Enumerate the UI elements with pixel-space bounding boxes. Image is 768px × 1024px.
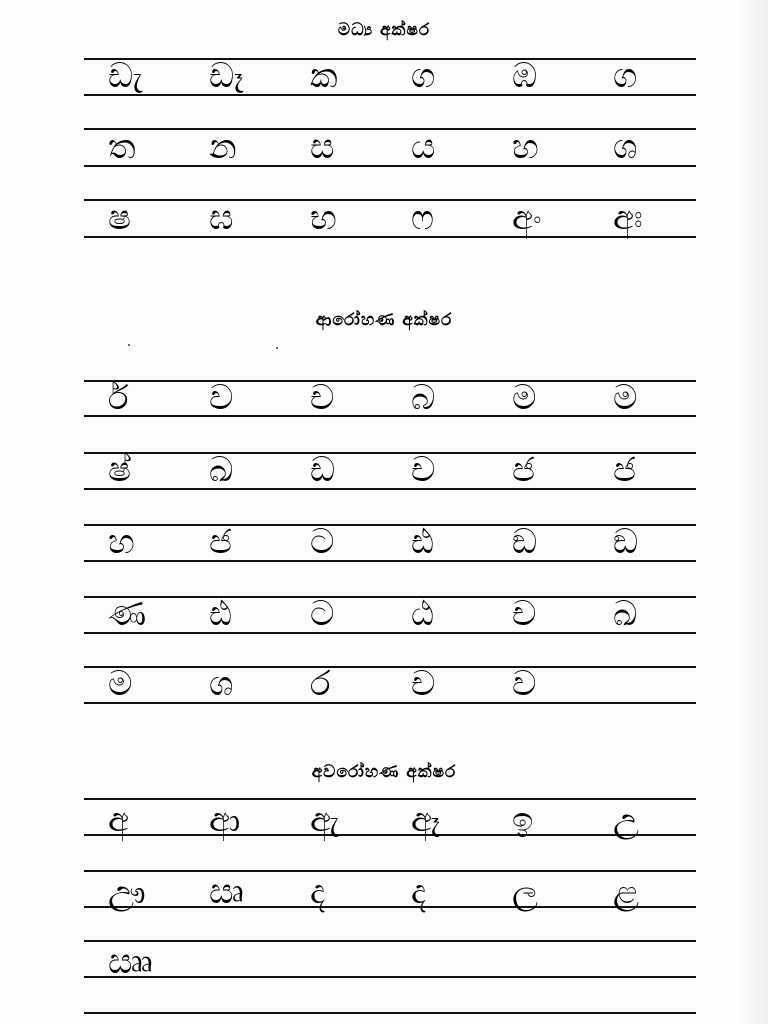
letter: උ	[613, 800, 639, 840]
letter: ඈ	[411, 800, 441, 840]
letter: ජ	[512, 450, 536, 490]
letter: ෂ්	[108, 450, 132, 490]
letter: ට	[310, 594, 335, 634]
section-title-descending-letters: අවරෝහණ අක්ෂර	[311, 762, 457, 782]
letter-row	[90, 664, 696, 704]
letter: ශ	[209, 664, 234, 704]
letter: ඩ	[310, 450, 336, 490]
page-edge-shadow	[734, 0, 768, 1024]
letter: ජ	[209, 522, 233, 562]
letter: ර්	[108, 378, 129, 418]
letter: ල	[512, 872, 538, 912]
letter-row	[90, 378, 696, 418]
guide-line	[84, 1012, 696, 1014]
letter: ඩැ	[108, 56, 143, 96]
letter: ඞ	[613, 522, 639, 562]
letter: ව	[209, 378, 234, 418]
letter: ය	[411, 127, 436, 167]
letter: ඹ	[512, 56, 538, 96]
letter: ශ	[613, 127, 638, 167]
letter: ර	[310, 664, 331, 704]
letter: ච	[512, 594, 537, 634]
letter: ඩෑ	[209, 56, 244, 96]
letter: න	[209, 127, 237, 167]
letter: ඪ	[411, 522, 435, 562]
letter: ඛ	[209, 450, 234, 490]
letter: ච	[411, 664, 436, 704]
letter: ඉ	[512, 800, 534, 840]
letter: ම	[108, 664, 133, 704]
letter-row	[90, 450, 696, 490]
letter: ස	[310, 127, 335, 167]
letter: ච	[411, 450, 436, 490]
letter: ග	[411, 56, 436, 96]
letter: ඛ	[613, 594, 638, 634]
letter: ෂ	[108, 198, 132, 238]
letter-row	[90, 872, 696, 912]
letter: භ	[310, 198, 337, 238]
letter: ට	[310, 522, 335, 562]
letter: ම	[512, 378, 537, 418]
letter: ච	[310, 378, 335, 418]
letter: ව	[512, 664, 537, 704]
letter: ෆ	[411, 198, 435, 238]
letter: ඝ	[209, 198, 234, 238]
letter: ක	[310, 56, 338, 96]
letter-row	[90, 522, 696, 562]
letter: හ	[512, 127, 539, 167]
letter-row	[90, 56, 696, 96]
section-title-ascending-letters: ආරෝහණ අක්ෂර	[315, 310, 453, 330]
letter: ද	[411, 872, 427, 912]
letter: අ	[108, 800, 129, 840]
letter: ඨ	[411, 594, 435, 634]
scan-speck	[276, 347, 278, 349]
section-title-middle-letters: මධ්‍ය අක්ෂර	[337, 20, 431, 40]
letter: හ	[108, 522, 135, 562]
scan-speck	[128, 344, 130, 346]
letter: ත	[108, 127, 136, 167]
letter: ඌ	[108, 872, 146, 912]
letter: ජ	[613, 450, 637, 490]
letter: ඞ	[512, 522, 538, 562]
letter-row	[90, 198, 696, 238]
letter: ඪ	[209, 594, 233, 634]
letter: බ	[411, 378, 436, 418]
letter: ආ	[209, 800, 241, 840]
letter: ණ	[108, 594, 147, 634]
letter: ද	[310, 872, 326, 912]
letter: අං	[512, 198, 542, 238]
letter-row	[90, 127, 696, 167]
letter-row	[90, 800, 696, 840]
letter: ඍ	[209, 872, 244, 912]
letter: ඎ	[108, 942, 153, 982]
letter: ම	[613, 378, 638, 418]
letter-row	[90, 942, 696, 982]
letter-row	[90, 594, 696, 634]
letter: අඃ	[613, 198, 643, 238]
letter: ඇ	[310, 800, 340, 840]
letter: ග	[613, 56, 638, 96]
letter: ළ	[613, 872, 639, 912]
